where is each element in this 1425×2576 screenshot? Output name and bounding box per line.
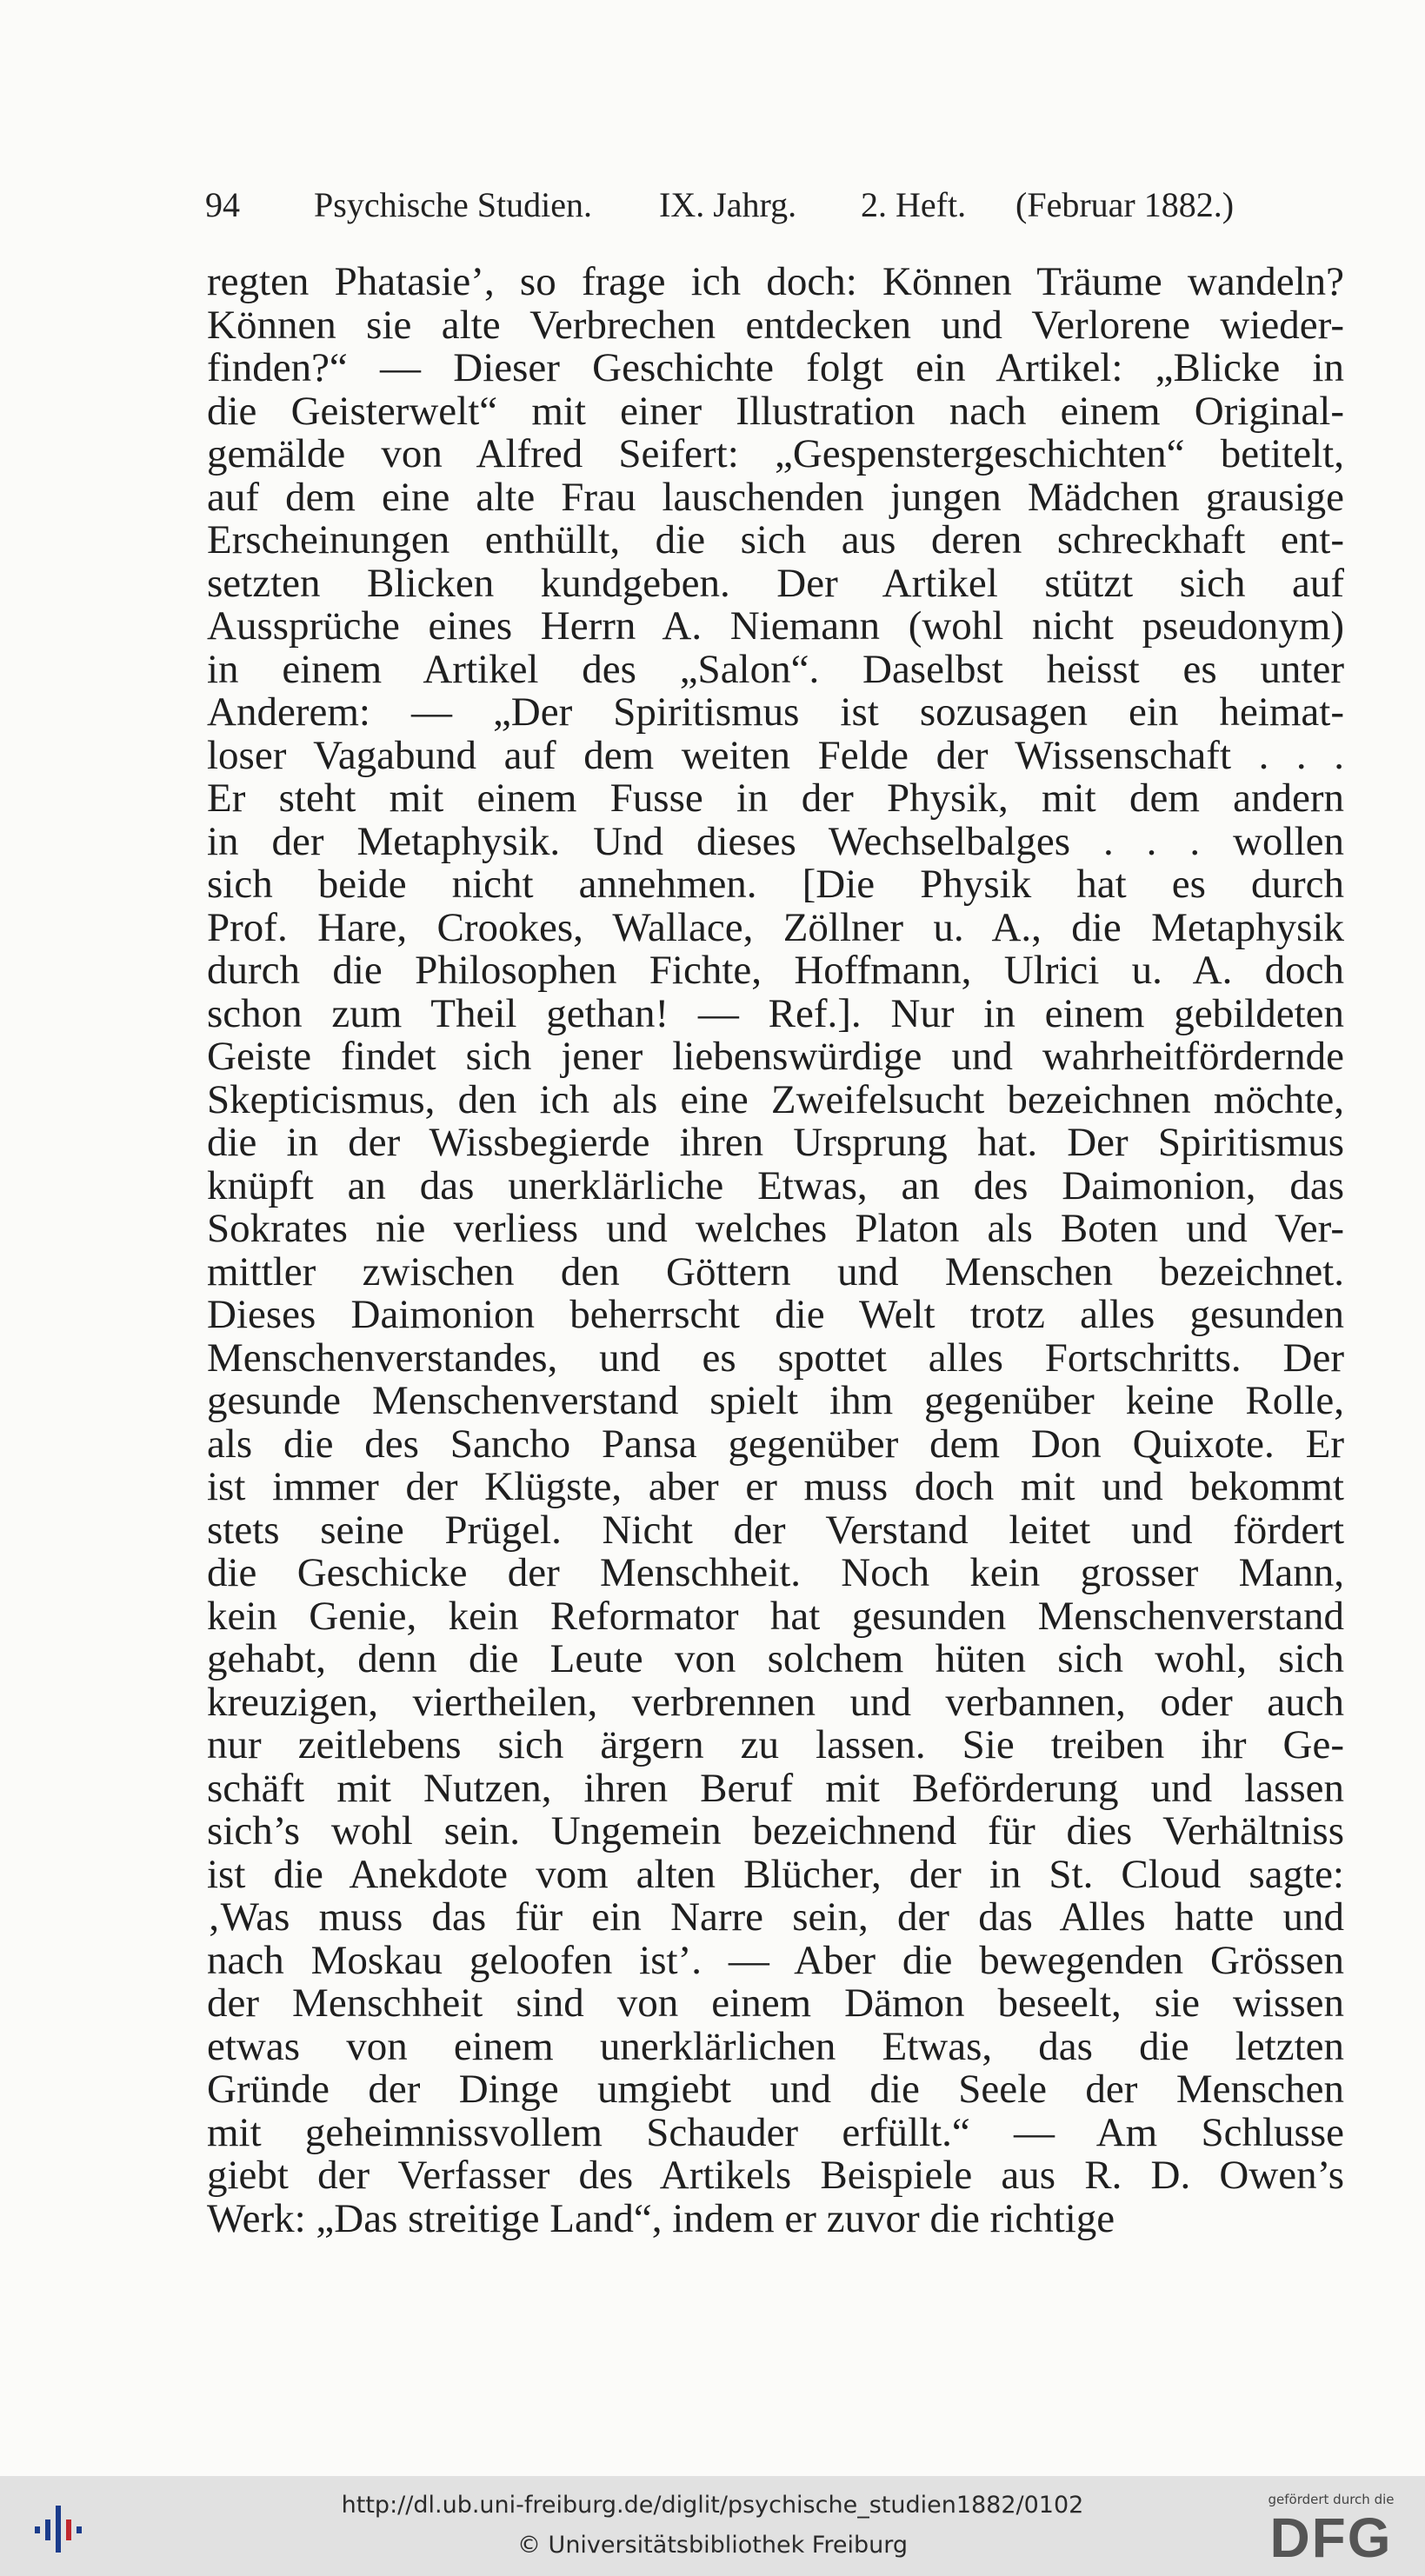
text-line: Menschenverstandes, und es spottet alles Fortschritts. Der [207, 1336, 1344, 1380]
text-line: gesunde Menschenverstand spielt ihm gegenüber keine Rolle, [207, 1380, 1344, 1423]
text-line: Er steht mit einem Fusse in der Physik, mit dem andern [207, 777, 1344, 821]
text-line: mittler zwischen den Göttern und Menschen bezeichnet. [207, 1250, 1344, 1294]
text-line: schon zum Theil gethan! — Ref.]. Nur in einem gebildeten [207, 992, 1344, 1035]
text-line: durch die Philosophen Fichte, Hoffmann, Ulrici u. A. doch [207, 949, 1344, 993]
issue-date: (Februar 1882.) [1015, 185, 1235, 224]
body-text [207, 261, 1344, 2240]
text-line: nach Moskau geloofen ist’. — Aber die bewegenden Grössen [207, 1939, 1344, 1982]
text-line: ‚Was muss das für ein Narre sein, der das Alles hatte und [207, 1896, 1344, 1940]
text-line: sich’s wohl sein. Ungemein bezeichnend für dies Verhältniss [207, 1810, 1344, 1854]
text-line: ist immer der Klügste, aber er muss doch mit und bekommt [207, 1466, 1344, 1509]
text-line: giebt der Verfasser des Artikels Beispiele aus R. D. Owen’s [207, 2154, 1344, 2198]
volume-label: IX. Jahrg. [659, 185, 797, 224]
page-number: 94 [205, 185, 240, 224]
text-line: die in der Wissbegierde ihren Ursprung hat. Der Spiritismus [207, 1122, 1344, 1165]
text-line: ist die Anekdote vom alten Blücher, der in St. Cloud sagte: [207, 1853, 1344, 1896]
text-line: Erscheinungen enthüllt, die sich aus deren schreckhaft ent- [207, 519, 1344, 562]
text-line: etwas von einem unerklärlichen Etwas, das die letzten [207, 2025, 1344, 2068]
text-line: Aussprüche eines Herrn A. Niemann (wohl nicht pseudonym) [207, 605, 1344, 649]
text-line: kreuzigen, viertheilen, verbrennen und verbannen, oder auch [207, 1681, 1344, 1724]
dfg-funding-label: gefördert durch die [1268, 2492, 1395, 2507]
text-line: Skepticismus, den ich als eine Zweifelsucht bezeichnen möchte, [207, 1078, 1344, 1122]
text-line: stets seine Prügel. Nicht der Verstand leitet und fördert [207, 1508, 1344, 1552]
permalink-url[interactable]: http://dl.ub.uni-freiburg.de/diglit/psychische_studien1882/0102 [341, 2492, 1084, 2519]
dfg-wordmark: DFG [1269, 2506, 1393, 2569]
text-line: Prof. Hare, Crookes, Wallace, Zöllner u. A., die Metaphysik [207, 906, 1344, 949]
text-line: regten Phatasie’, so frage ich doch: Können Träume wandeln? [207, 261, 1344, 304]
text-line: in der Metaphysik. Und dieses Wechselbalges . . . wollen [207, 820, 1344, 863]
text-line: Werk: „Das streitige Land“, indem er zuvor die richtige [207, 2197, 1115, 2240]
text-line: knüpft an das unerklärliche Etwas, an des Daimonion, das [207, 1164, 1344, 1208]
journal-title: Psychische Studien. [314, 185, 592, 224]
text-line: nur zeitlebens sich ärgern zu lassen. Sie treiben ihr Ge- [207, 1724, 1344, 1767]
running-header [205, 179, 1344, 231]
text-line: Sokrates nie verliess und welches Platon als Boten und Ver- [207, 1208, 1344, 1251]
text-line: die Geisterwelt“ mit einer Illustration nach einem Original- [207, 389, 1344, 433]
text-line: der Menschheit sind von einem Dämon beseelt, sie wissen [207, 1982, 1344, 2026]
text-line: finden?“ — Dieser Geschichte folgt ein Artikel: „Blicke in [207, 347, 1344, 390]
text-line: in einem Artikel des „Salon“. Daselbst heisst es unter [207, 648, 1344, 691]
text-line: sich beide nicht annehmen. [Die Physik hat es durch [207, 863, 1344, 907]
text-line: gehabt, denn die Leute von solchem hüten sich wohl, sich [207, 1638, 1344, 1681]
text-line: Anderem: — „Der Spiritismus ist sozusagen ein heimat- [207, 691, 1344, 735]
text-line: loser Vagabund auf dem weiten Felde der Wissenschaft . . . [207, 734, 1344, 777]
viewer-footer [0, 2476, 1425, 2576]
dfg-logo [1249, 2492, 1414, 2570]
text-line: mit geheimnissvollem Schauder erfüllt.“ — Am Schlusse [207, 2111, 1344, 2154]
text-line: kein Genie, kein Reformator hat gesunden Menschenverstand [207, 1594, 1344, 1638]
text-line: auf dem eine alte Frau lauschenden jungen Mädchen grausige [207, 476, 1344, 519]
text-line: Können sie alte Verbrechen entdecken und Verlorene wieder- [207, 303, 1344, 347]
text-line: die Geschicke der Menschheit. Noch kein grosser Mann, [207, 1552, 1344, 1595]
text-line: gemälde von Alfred Seifert: „Gespenstergeschichten“ betitelt, [207, 433, 1344, 476]
text-line: Gründe der Dinge umgiebt und die Seele der Menschen [207, 2068, 1344, 2112]
text-line: setzten Blicken kundgeben. Der Artikel stützt sich auf [207, 562, 1344, 605]
issue-label: 2. Heft. [861, 185, 967, 224]
text-line: Dieses Daimonion beherrscht die Welt trotz alles gesunden [207, 1294, 1344, 1337]
text-line: schäft mit Nutzen, ihren Beruf mit Beförderung und lassen [207, 1767, 1344, 1810]
text-line: als die des Sancho Pansa gegenüber dem Don Quixote. Er [207, 1422, 1344, 1466]
text-line: Geiste findet sich jener liebenswürdige und wahrheitfördernde [207, 1035, 1344, 1079]
copyright-notice: © Universitätsbibliothek Freiburg [516, 2532, 909, 2559]
